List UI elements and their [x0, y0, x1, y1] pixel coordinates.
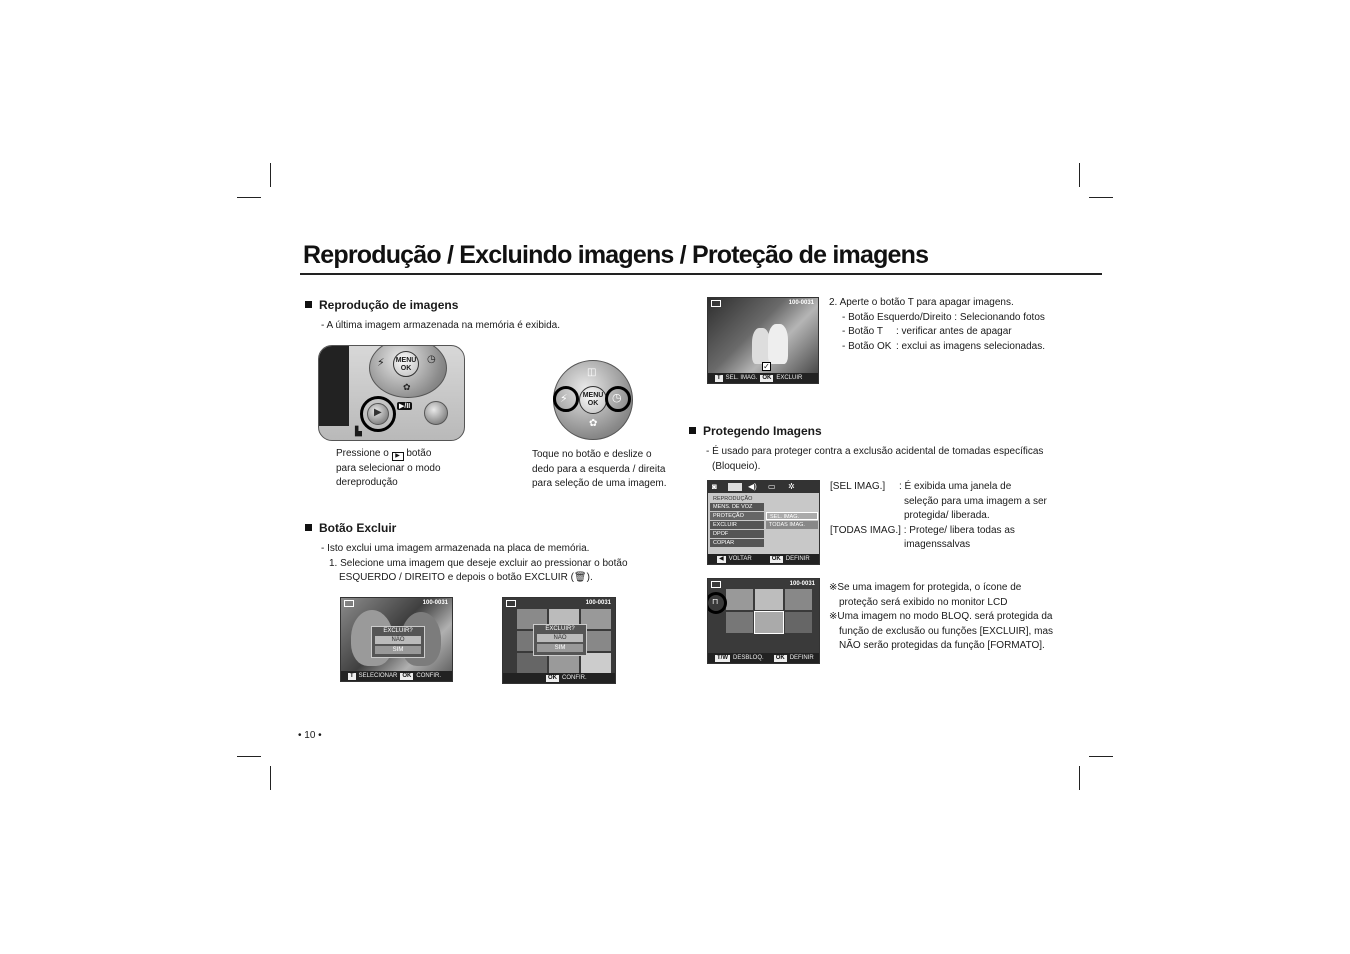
option-no: NÃO [375, 636, 421, 644]
section-heading-protect: Protegendo Imagens [689, 424, 822, 438]
play-pause-icon: ▶/II [399, 403, 411, 410]
step2-line-4: - Botão OK : exclui as imagens selecionadas. [842, 341, 1045, 352]
sound-icon: ◀) [748, 482, 757, 491]
arrow-icon: ▙ [355, 426, 362, 436]
display-icon: ◫ [587, 367, 597, 378]
image-counter: 100-0031 [789, 581, 815, 587]
macro-icon: ✿ [403, 382, 411, 392]
title-rule [300, 273, 1102, 275]
photo-person [768, 324, 788, 364]
menu-tabs [708, 481, 819, 493]
play-icon: ▶ [374, 407, 382, 418]
delete-screen-single [340, 597, 453, 682]
select-delete-screen [707, 297, 819, 384]
image-counter: 100-0031 [585, 600, 611, 606]
step2-line-1: 2. Aperte o botão T para apagar imagens. [829, 297, 1014, 308]
submenu-option-all: TODAS IMAG. [766, 521, 818, 529]
note-1-line-2: proteção será exibido no monitor LCD [839, 597, 1008, 608]
menu-ok-button: MENU OK [579, 386, 607, 414]
bullet-square-icon [305, 301, 312, 308]
sel-imag-key: [SEL IMAG.] [830, 481, 886, 492]
sel-imag-desc-2: seleção para uma imagem a ser [904, 496, 1047, 507]
menu-header: REPRODUÇÃO [713, 496, 753, 502]
menu-item-protect: PROTEÇÃO [710, 512, 764, 520]
menu-item: DPOF [710, 530, 764, 538]
step2-line-3: - Botão T : verificar antes de apagar [842, 326, 1012, 337]
screen-status-bar: ◀ VOLTAR OK DEFINIR [708, 554, 819, 564]
crop-mark [237, 756, 261, 757]
playback-description: - A última imagem armazenada na memória é exibida. [321, 320, 561, 331]
checkbox-checked-icon: ✓ [763, 362, 770, 371]
crop-mark [1089, 197, 1113, 198]
menu-ok-button: MENU OK [393, 351, 419, 377]
all-imag-desc-2: imagenssalvas [904, 539, 971, 550]
step2-line-2: - Botão Esquerdo/Direito : Selecionando fotos [842, 312, 1045, 323]
play-mode-icon [711, 581, 721, 588]
thumbnail-grid [726, 589, 812, 633]
screen-status-bar: T SELECIONAR OK CONFIR. [341, 671, 452, 681]
note-2-line-3: NÃO serão protegidas da função [FORMATO]. [839, 640, 1045, 651]
navigation-dial-illustration [553, 360, 633, 440]
flash-icon: ⚡ [560, 393, 568, 405]
screen-status-bar: OK CONFIR. [503, 673, 615, 683]
all-imag-key: [TODAS IMAG.] : Protege/ libera todas as [830, 525, 1015, 536]
protect-line-2: (Bloqueio). [712, 461, 761, 472]
macro-icon: ✿ [589, 418, 598, 429]
crop-mark [1089, 756, 1113, 757]
trash-icon: 🗑 [573, 572, 587, 583]
protect-line-1: - É usado para proteger contra a exclusão acidental de tomadas específicas [706, 446, 1044, 457]
page-number: • 10 • [298, 730, 322, 741]
sel-imag-desc-3: protegida/ liberada. [904, 510, 990, 521]
menu-item: EXCLUIR [710, 521, 764, 529]
camera-lcd-edge [319, 346, 349, 426]
screen-status-bar: T/W DESBLOQ. OK DEFINIR [708, 653, 819, 663]
option-yes: SIM [537, 644, 583, 652]
delete-confirm-dialog: EXCLUIR? NÃO SIM [533, 624, 587, 656]
sel-imag-desc-1: : É exibida uma janela de [899, 481, 1012, 492]
screen-status-bar: T SEL. IMAG. OK EXCLUIR [708, 373, 818, 383]
caption-play-button: Pressione o ▶ botão para selecionar o modo dereprodução [336, 448, 441, 488]
face-detect-button [424, 401, 448, 425]
crop-mark [270, 766, 271, 790]
display-icon: ▭ [768, 482, 776, 491]
section-heading-delete: Botão Excluir [305, 521, 396, 535]
play-mode-icon [506, 600, 516, 607]
note-2-line-1: ※Uma imagem no modo BLOQ. será protegida da [829, 611, 1053, 622]
image-counter: 100-0031 [422, 600, 448, 606]
option-no: NÃO [537, 634, 583, 642]
delete-line-2: 1. Selecione uma imagem que deseje excluir ao pressionar o botão [329, 558, 628, 569]
timer-icon: ◷ [612, 392, 622, 404]
delete-confirm-dialog: EXCLUIR? NÃO SIM [371, 626, 425, 658]
note-2-line-2: função de exclusão ou funções [EXCLUIR], mas [839, 626, 1054, 637]
flash-icon: ⚡ [377, 357, 385, 369]
delete-line-3: ESQUERDO / DIREITO e depois o botão EXCLUIR (🗑). [339, 572, 593, 583]
delete-screen-thumbnails [502, 597, 616, 684]
bullet-square-icon [689, 427, 696, 434]
camera-back-illustration [318, 345, 465, 441]
menu-item: COPIAR [710, 539, 764, 547]
delete-line-1: - Isto exclui uma imagem armazenada na placa de memória. [321, 543, 590, 554]
note-1-line-1: ※Se uma imagem for protegida, o ícone de [829, 582, 1022, 593]
crop-mark [1079, 163, 1080, 187]
crop-mark [1079, 766, 1080, 790]
option-yes: SIM [375, 646, 421, 654]
caption-dial: Toque no botão e deslize o dedo para a esquerda / direita para seleção de uma imagem. [532, 449, 667, 489]
settings-icon: ✲ [788, 482, 795, 491]
submenu-option-select: SEL. IMAG. [766, 512, 818, 520]
protect-menu-screen [707, 480, 820, 565]
play-mode-icon: ▶ [392, 452, 404, 461]
image-counter: 100-0031 [788, 300, 814, 306]
crop-mark [237, 197, 261, 198]
play-mode-icon [711, 300, 721, 307]
menu-item: MENS. DE VOZ [710, 503, 764, 511]
camera-icon: ◙ [712, 482, 717, 491]
page-title: Reprodução / Excluindo imagens / Proteção de imagens [303, 241, 929, 269]
lock-icon: ⊓ [712, 597, 719, 606]
crop-mark [270, 163, 271, 187]
timer-icon: ◷ [427, 354, 436, 365]
play-mode-icon [728, 483, 742, 491]
bullet-square-icon [305, 524, 312, 531]
play-mode-icon [344, 600, 354, 607]
protect-thumbnail-screen [707, 578, 820, 664]
section-heading-playback: Reprodução de imagens [305, 298, 458, 312]
